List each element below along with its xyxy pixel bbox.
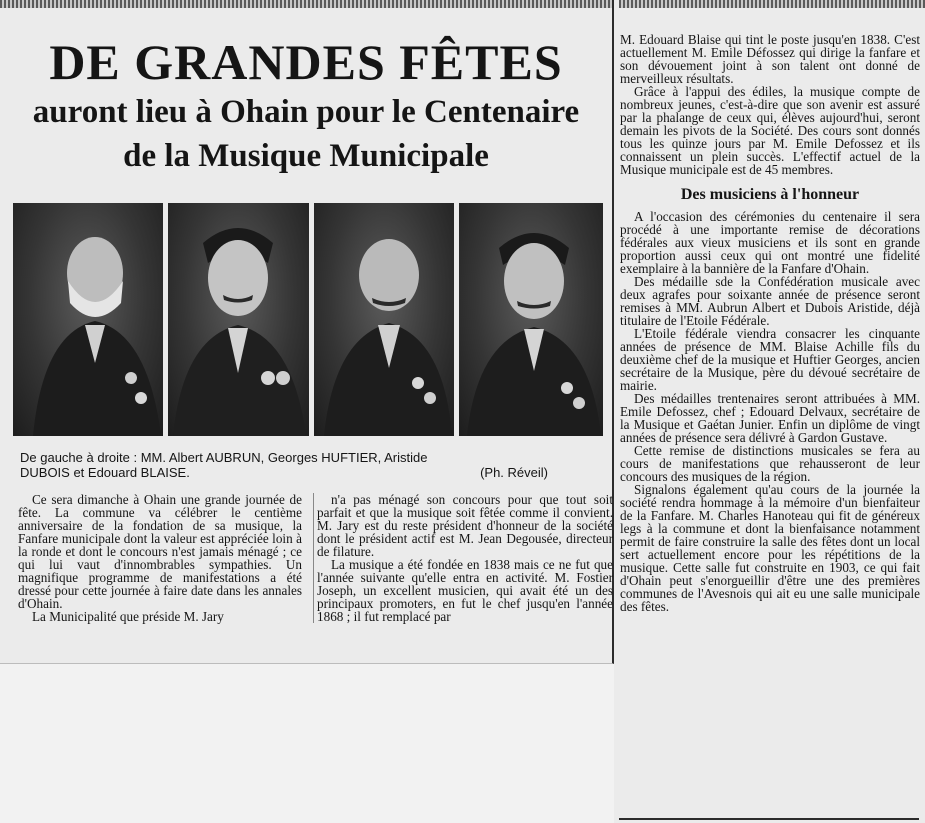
right-column-text	[620, 33, 920, 613]
top-rule	[0, 0, 612, 8]
article-paragraph: Grâce à l'appui des édiles, la musique compte de nombreux jeunes, c'est-à-dire que son avenir est assuré par la phalange de ceux qui, élèves aujourd'hui, seront demain les pivots de la Société. Des cours sont donnés tous les quinze jours par M. Emile Defossez et ils connaissent un plein succès. L'effectif actuel de la Musique municipale est de 45 membres.	[620, 84, 920, 177]
photo-caption	[20, 450, 600, 480]
article-column-2	[313, 493, 613, 623]
article-paragraph: La Municipalité que préside M. Jary	[32, 609, 224, 624]
article-column-1	[18, 493, 302, 623]
bottom-rule	[619, 818, 919, 820]
article-paragraph: Ce sera dimanche à Ohain une grande journée de fête. La commune va célébrer le centième anniversaire de la fondation de sa musique, la Fanfare municipale dont la valeur est appréciée loin à la ronde et dont le concours n'est jamais ménagé ; ce qui lui vaut d'innombrables sympathies. Un magnifique programme de manifestations a été dressé pour cette journée à faire date dans les annales d'Ohain.	[18, 492, 302, 611]
headline: DE GRANDES FÊTES	[49, 34, 563, 90]
article-paragraph: Des médaille sde la Confédération musicale avec deux agrafes pour soixante année de présence seront remises à MM. Aubrun Albert et Dubois Aristide, déjà titulaire de l'Etoile Fédérale.	[620, 274, 920, 328]
subheadline	[0, 93, 612, 181]
article-paragraph: Des médailles trentenaires seront attribuées à MM. Emile Defossez, chef ; Edouard Delvaux, secrétaire de la Musique et Gaétan Junier. Enfin un diplôme de vingt années de présence sera délivré à Gardon Gustave.	[620, 391, 920, 445]
caption-line-1: De gauche à droite : MM. Albert AUBRUN, Georges HUFTIER, Aristide	[20, 450, 428, 465]
top-rule	[619, 0, 925, 8]
portrait-photos	[13, 203, 603, 436]
portrait-photo-aubrun	[13, 203, 163, 436]
article-paragraph: Signalons également qu'au cours de la journée la société rendra hommage à la mémoire d'un bienfaiteur de la Fanfare. M. Charles Hanoteau qui fit de généreux legs à la commune et dont la bienfaisance notamment permit de faire construire la salle des fêtes dont un local sert actuellement encore pour les répétitions de la musique. Cette salle fut construite en 1903, ce qui fait d'Ohain peut s'enorgueillir d'être une des premières communes de l'Avesnois qui ait eu une salle municipale des fêtes.	[620, 482, 920, 614]
section-heading: Des musiciens à l'honneur	[680, 186, 860, 203]
article-paragraph: L'Etoile fédérale viendra consacrer les cinquante années de présence de MM. Blaise Achille fils du deuxième chef de la musique et Huftier Georges, ancien secrétaire de la Musique, père du dévoué secrétaire de mairie.	[620, 326, 920, 393]
article-paragraph: n'a pas ménagé son concours pour que tout soit parfait et que la musique soit fêtée comme il convient. M. Jary est du reste président d'honneur de la société dont le président actif est M. Jean Degousée, directeur de filature.	[317, 492, 613, 559]
article-paragraph: A l'occasion des cérémonies du centenaire il sera procédé à une importante remise de décorations fédérales aux vieux musiciens et ils sont en grande proportion aussi ceux qui ont montré une fidelité exemplaire à la bannière de la Fanfare d'Ohain.	[620, 209, 920, 276]
article-paragraph: Cette remise de distinctions musicales se fera au cours de manifestations que rehausseront de leur concours des musiques de la région.	[620, 443, 920, 484]
photo-credit: (Ph. Réveil)	[480, 465, 548, 480]
portrait-photo-huftier	[168, 203, 309, 436]
article-right-column	[614, 0, 925, 823]
caption-line-2: DUBOIS et Edouard BLAISE.	[20, 465, 190, 480]
subhead-line-1: auront lieu à Ohain pour le Centenaire	[32, 94, 580, 130]
portrait-photo-blaise	[459, 203, 603, 436]
article-paragraph: La musique a été fondée en 1838 mais ce ne fut que l'année suivante qu'elle entra en activité. M. Fostier Joseph, un excellent musicien, qui avait été un des principaux promoters, en fut le chef jusqu'en l'année 1868 ; il fut remplacé par	[317, 557, 613, 624]
subhead-line-2: de la Musique Municipale	[123, 138, 489, 174]
portrait-photo-dubois	[314, 203, 454, 436]
article-paragraph: M. Edouard Blaise qui tint le poste jusqu'en 1838. C'est actuellement M. Emile Défossez qui dirige la fanfare et son dévouement joint à son talent ont donné de merveilleux résultats.	[620, 32, 920, 86]
